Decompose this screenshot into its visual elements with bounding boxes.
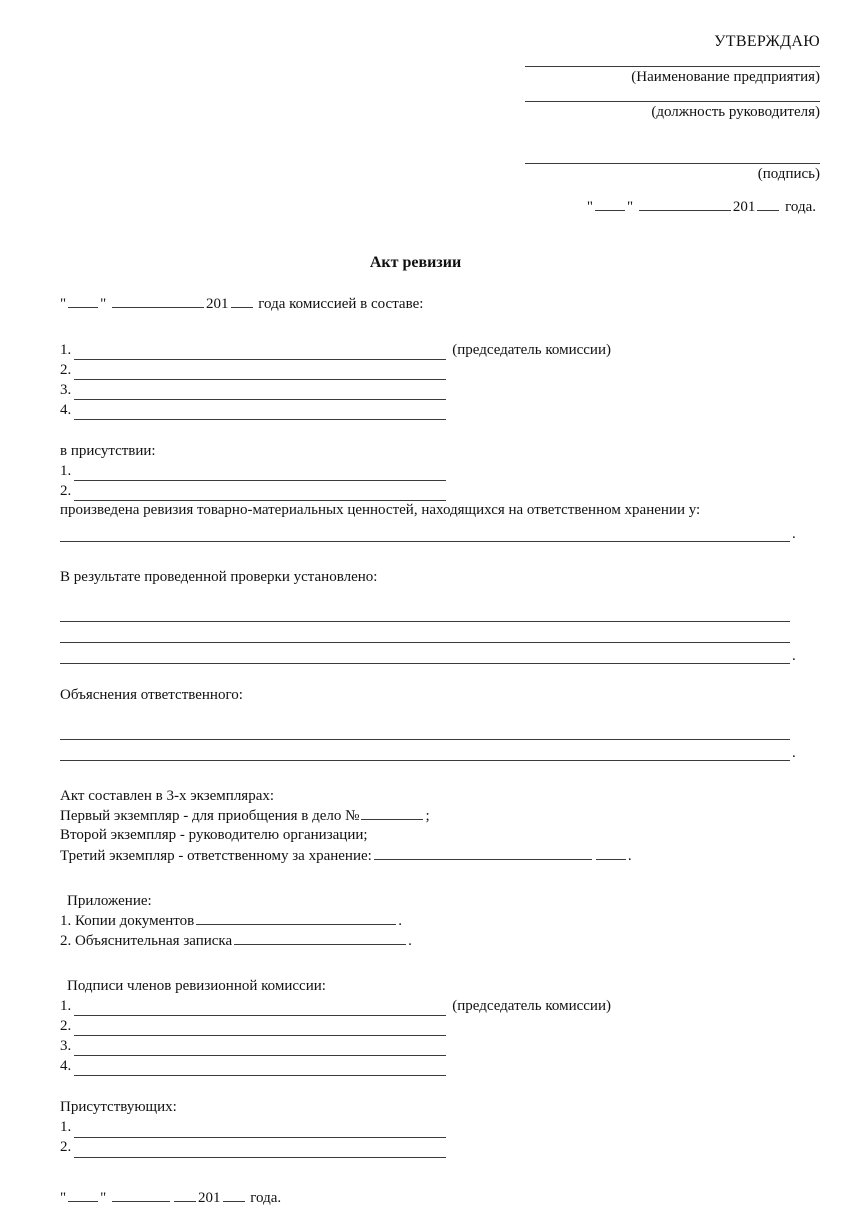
list-number: 1. [60, 342, 72, 358]
list-number: 2. [60, 1139, 72, 1156]
list-number: 4. [60, 402, 72, 418]
approval-heading: УТВЕРЖДАЮ [714, 33, 820, 50]
custodian-blank-extra[interactable] [596, 846, 626, 860]
spacer [60, 1076, 795, 1098]
commission-member-row [60, 360, 795, 380]
copies-first-line [60, 806, 795, 826]
spacer [60, 664, 795, 686]
footer-year-prefix: 201 [198, 1189, 221, 1206]
approval-block [525, 32, 820, 217]
commission-member-input[interactable] [74, 346, 446, 360]
presence-person-input[interactable] [74, 467, 446, 481]
footer-quote-open: " [60, 1189, 67, 1206]
list-number: 3. [60, 1038, 72, 1055]
copies-heading: Акт составлен в 3-х экземплярах: [60, 787, 275, 804]
spacer [60, 951, 795, 977]
position-caption: (должность руководителя) [651, 103, 820, 120]
approval-date-quote-close: " [626, 199, 634, 216]
approval-date-quote-open: " [586, 199, 593, 216]
presence-person-input[interactable] [74, 487, 446, 501]
signature-row [60, 1036, 795, 1056]
intro-month-blank[interactable] [112, 294, 204, 308]
result-input[interactable] [60, 607, 790, 622]
attendees-heading: Присутствующих: [60, 1099, 177, 1116]
spacer [525, 135, 820, 163]
spacer [60, 587, 795, 601]
result-input[interactable] [60, 628, 790, 643]
commission-chair-note: (председатель комиссии) [452, 342, 611, 358]
copies-third-label: Третий экземпляр - ответственному за хранение: [60, 847, 372, 864]
intro-quote-close: " [100, 296, 107, 312]
copies-first-label: Первый экземпляр - для приобщения в дело № [60, 808, 360, 825]
explanation-input[interactable] [60, 725, 790, 740]
spacer [60, 761, 795, 787]
signature-chair-note: (председатель комиссии) [452, 998, 611, 1015]
appendix-item [60, 931, 795, 951]
commission-member-input[interactable] [74, 366, 446, 380]
document-body [60, 294, 795, 1208]
commission-member-row [60, 340, 795, 360]
footer-year-suffix: года. [250, 1189, 282, 1206]
list-number: 2. [60, 362, 72, 378]
intro-year-blank[interactable] [231, 294, 253, 308]
copies-third-line [60, 846, 795, 866]
spacer [60, 866, 795, 892]
appendix-item-input[interactable] [196, 911, 396, 925]
approval-month-blank[interactable] [639, 197, 731, 211]
period-mark: . [627, 847, 632, 864]
copies-second-line: Второй экземпляр - руководителю организации; [60, 827, 368, 844]
spacer [60, 705, 795, 719]
list-number: 3. [60, 382, 72, 398]
page-title: Акт ревизии [369, 254, 462, 271]
custodian-blank[interactable] [374, 846, 592, 860]
attendee-row [60, 1118, 795, 1138]
appendix-item-input[interactable] [234, 931, 406, 945]
explanation-line [60, 719, 795, 740]
appendix-heading: Приложение: [67, 892, 152, 909]
intro-text: года комиссией в составе: [258, 296, 424, 312]
period-mark: . [408, 933, 412, 950]
commission-member-row [60, 400, 795, 420]
list-number: 2. [60, 483, 72, 500]
signature-input[interactable] [74, 1042, 446, 1056]
list-number: 1. [60, 1119, 72, 1136]
appendix-item-label: 2. Объяснительная записка [60, 933, 233, 950]
attendee-input[interactable] [74, 1144, 446, 1158]
company-name-rule[interactable] [525, 66, 820, 67]
signature-input[interactable] [74, 1022, 446, 1036]
signature-caption: (подпись) [757, 165, 820, 182]
period-mark: . [792, 647, 796, 664]
intro-date-line [60, 294, 795, 314]
approval-year-blank[interactable] [757, 197, 779, 211]
audit-statement: произведена ревизия товарно-материальных ценностей, находящихся на ответственном хранении у: [60, 502, 701, 519]
signature-input[interactable] [74, 1062, 446, 1076]
spacer [60, 542, 795, 568]
company-name-caption: (Наименование предприятия) [631, 69, 820, 86]
list-number: 1. [60, 998, 72, 1015]
signature-row [60, 1056, 795, 1076]
explanation-heading: Объяснения ответственного: [60, 686, 243, 703]
position-rule[interactable] [525, 101, 820, 102]
spacer [60, 314, 795, 340]
intro-year-prefix: 201 [206, 296, 229, 312]
footer-quote-close: " [100, 1189, 107, 1206]
list-number: 1. [60, 463, 72, 480]
commission-member-input[interactable] [74, 406, 446, 420]
attendee-input[interactable] [74, 1124, 446, 1138]
result-input[interactable] [60, 649, 790, 664]
list-number: 4. [60, 1058, 72, 1075]
signature-row [60, 1016, 795, 1036]
signature-input[interactable] [74, 1002, 446, 1016]
spacer [60, 420, 795, 442]
list-number: 2. [60, 1018, 72, 1035]
signature-row [60, 996, 795, 1016]
footer-date-line [60, 1188, 795, 1208]
audit-custodian-line [60, 521, 795, 542]
intro-quote-open: " [60, 296, 67, 312]
result-heading: В результате проведенной проверки установлено: [60, 568, 378, 585]
case-number-blank[interactable] [361, 806, 423, 820]
appendix-item-label: 1. Копии документов [60, 912, 195, 929]
commission-member-input[interactable] [74, 386, 446, 400]
period-mark: . [792, 744, 796, 761]
period-mark: . [792, 525, 796, 542]
semicolon-mark: ; [425, 808, 430, 825]
period-mark: . [398, 912, 402, 929]
result-line [60, 643, 795, 664]
approval-day-blank[interactable] [595, 197, 625, 211]
attendee-row [60, 1138, 795, 1158]
appendix-item [60, 911, 795, 931]
explanation-input[interactable] [60, 746, 790, 761]
result-line [60, 601, 795, 622]
presence-person-row [60, 461, 795, 481]
spacer [60, 1158, 795, 1188]
result-line [60, 622, 795, 643]
audit-custodian-input[interactable] [60, 527, 790, 542]
signatures-heading: Подписи членов ревизионной комиссии: [67, 978, 326, 995]
commission-member-row [60, 380, 795, 400]
presence-person-row [60, 481, 795, 501]
approval-year-prefix: 201 [732, 199, 756, 216]
intro-day-blank[interactable] [68, 294, 98, 308]
signature-rule[interactable] [525, 163, 820, 164]
presence-heading: в присутствии: [60, 443, 156, 460]
approval-date-line [525, 197, 820, 217]
approval-year-suffix: года. [785, 199, 816, 216]
explanation-line [60, 740, 795, 761]
